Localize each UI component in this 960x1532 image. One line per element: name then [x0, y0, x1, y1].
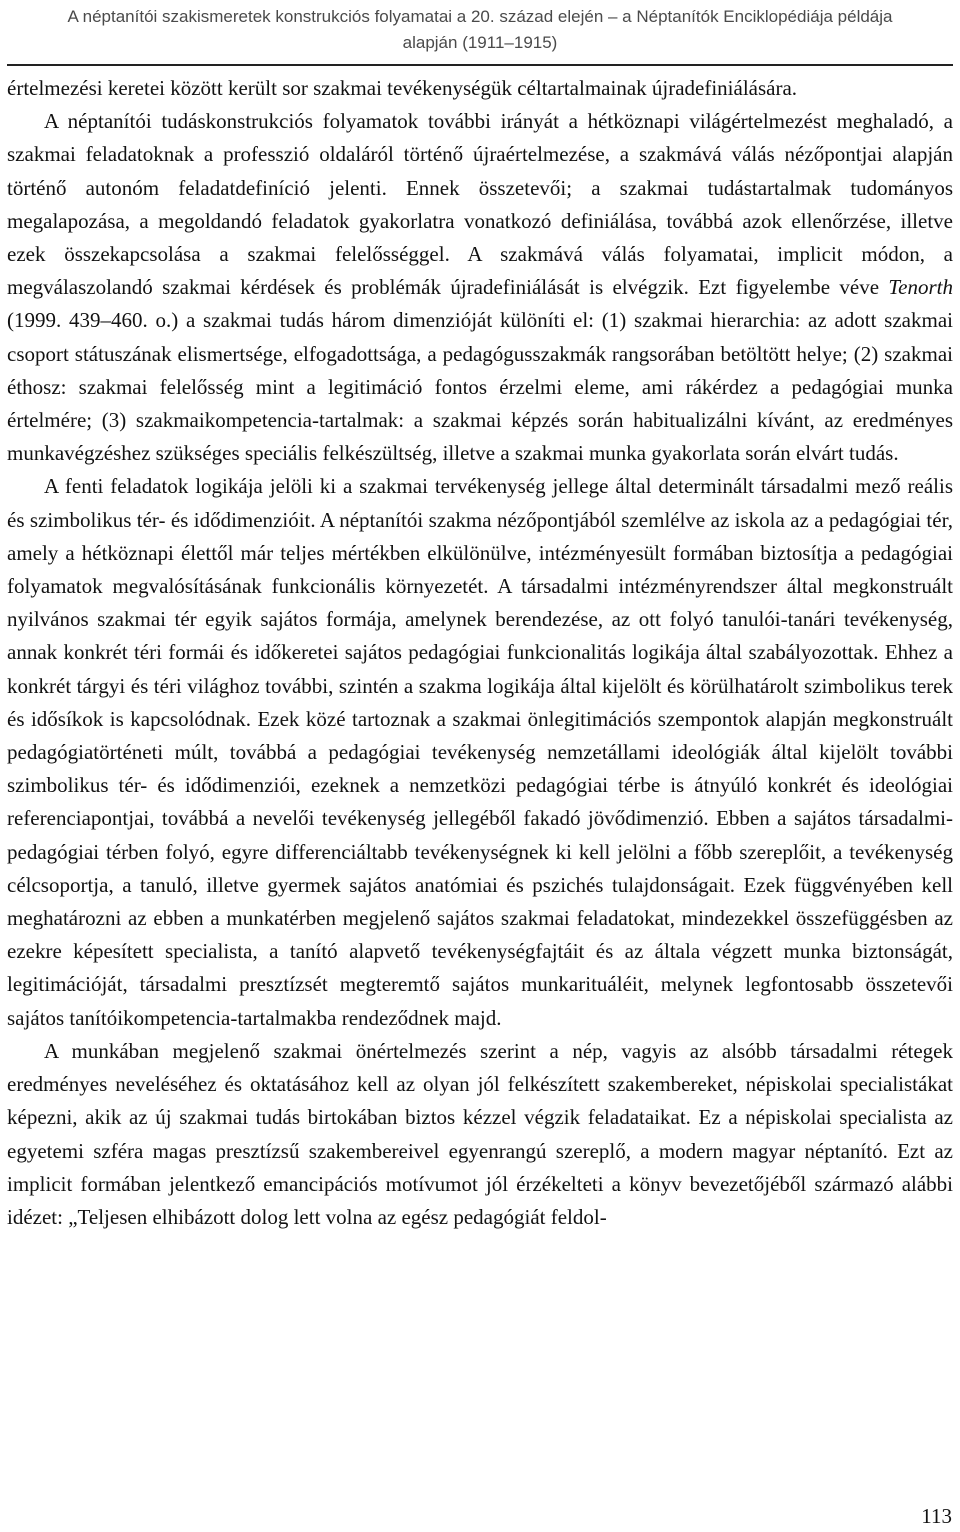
running-header-line-2: alapján (1911–1915) — [402, 33, 558, 52]
paragraph-2-part-1: A néptanítói tudáskonstrukciós folyamatok további irányát a hétköznapi világértelmezést meghaladó, a szakmai feladatoknak a professzió oldaláról történő újraértelmezése, a szakmává válás nézőpontjai alapján történő autonóm feladatdefiníció jelenti. Ennek összetevői; a szakmai tudástartalmak tudományos megalapozása, a megoldandó feladatok gyakorlatra vonatkozó definiálása, továbbá azok ellenőrzése, illetve ezek összekapcsolása a szakmai felelősséggel. A szakmává válás folyamatai, implicit módon, a megválaszolandó szakmai kérdések és problémák újradefiniálását is elvégzik. Ezt figyelembe véve — [7, 109, 953, 300]
header-rule — [7, 64, 953, 66]
page-number: 113 — [921, 1504, 952, 1528]
paragraph-2-part-2: (1999. 439–460. o.) a szakmai tudás három dimenzióját különíti el: (1) szakmai hierarchia: az adott szakmai csoport státuszának elismertsége, elfogadottsága, a pedagógusszakmák rangsorában betöltött helye; (2) szakmai éthosz: szakmai felelősség mint a legitimáció fontos érzelmi eleme, ami rákérdez a pedagógiai munka értelmére; (3) szakmaikompetencia-tartalmak: a szakmai képzés során habitualizálni kívánt, az eredményes munkavégzéshez szükséges speciális felkészültség, illetve a szakmai munka gyakorlata során elvárt tudás. — [7, 308, 953, 466]
paragraph-2 — [7, 105, 953, 470]
body-text — [7, 72, 953, 1234]
paragraph-3: A fenti feladatok logikája jelöli ki a szakmai tervékenység jellege által determinált társadalmi mező reális és szimbolikus tér- és idődimenzióit. A néptanítói szakma nézőpontjából szemlélve az iskola az a pedagógiai tér, amely a hétköznapi élettől már teljes mértékben elkülönülve, intézményesült formában biztosítja a pedagógiai folyamatok megvalósításának funkcionális környezetét. A társadalmi intézményrendszer által megkonstruált nyilvános szakmai tér egyik sajátos formája, amelynek berendezése, az ott folyó tanulói-tanári tevékenység, annak konkrét téri formái és időkeretei sajátos pedagógiai funkcionalitás logikája által szabályozottak. Ehhez a konkrét tárgyi és téri világhoz további, szintén a szakma logikája által kijelölt és körülhatárolt szimbolikus terek és idősíkok is kapcsolódnak. Ezek közé tartoznak a szakmai önlegitimációs szempontok alapján megkonstruált pedagógiatörténeti múlt, továbbá a pedagógiai tevékenység nemzetállami ideológiák által kijelölt további szimbolikus tér- és idődimenziói, ezeknek a nemzetközi pedagógiai térbe is átnyúló konkrét és ideológiai referenciapontjai, továbbá a nevelői tevékenység jellegéből fakadó jövődimenzió. Ebben a sajátos társadalmi-pedagógiai térben folyó, egyre differenciáltabb tevékenységnek ki kell jelölni a főbb szereplőit, a tevékenység célcsoportja, a tanuló, illetve gyermek sajátos anatómiai és pszichés tulajdonságait. Ezek függvényében kell meghatározni az ebben a munkatérben megjelenő sajátos szakmai feladatokat, mindezekkel összefüggésben az ezekre képesített specialista, a tanító alapvető tevékenységfajtáit és az általa végzett munka biztonságát, legitimációját, társadalmi presztízsét megteremtő sajátos munkarituáléit, melynek legfontosabb összetevői sajátos tanítóikompetencia-tartalmakba rendeződnek majd. — [7, 474, 953, 1030]
paragraph-4: A munkában megjelenő szakmai önértelmezés szerint a nép, vagyis az alsóbb társadalmi rétegek eredményes neveléséhez és oktatásához kell az olyan jól felkészített szakembereket, népiskolai specialistákat képezni, akik az új szakmai tudás birtokában biztos kézzel végzik feladataikat. Ez a népiskolai specialista az egyetemi szféra magas presztízsű szakembereivel egyenrangú szereplő, a modern magyar néptanító. Ezt az implicit formában jelentkező emancipációs motívumot jól érzékelteti a könyv bevezetőjéből származó alábbi idézet: „Teljesen elhibázott dolog lett volna az egész pedagógiát feldol- — [7, 1038, 953, 1229]
running-header — [0, 4, 960, 56]
paragraph-1: értelmezési keretei között került sor szakmai tevékenységük céltartalmainak újradefiniálására. — [7, 76, 798, 100]
cited-author: Tenorth — [888, 275, 953, 300]
running-header-line-1: A néptanítói szakismeretek konstrukciós folyamatai a 20. század elején – a Néptanítók Enciklopédiája példája — [67, 7, 893, 26]
